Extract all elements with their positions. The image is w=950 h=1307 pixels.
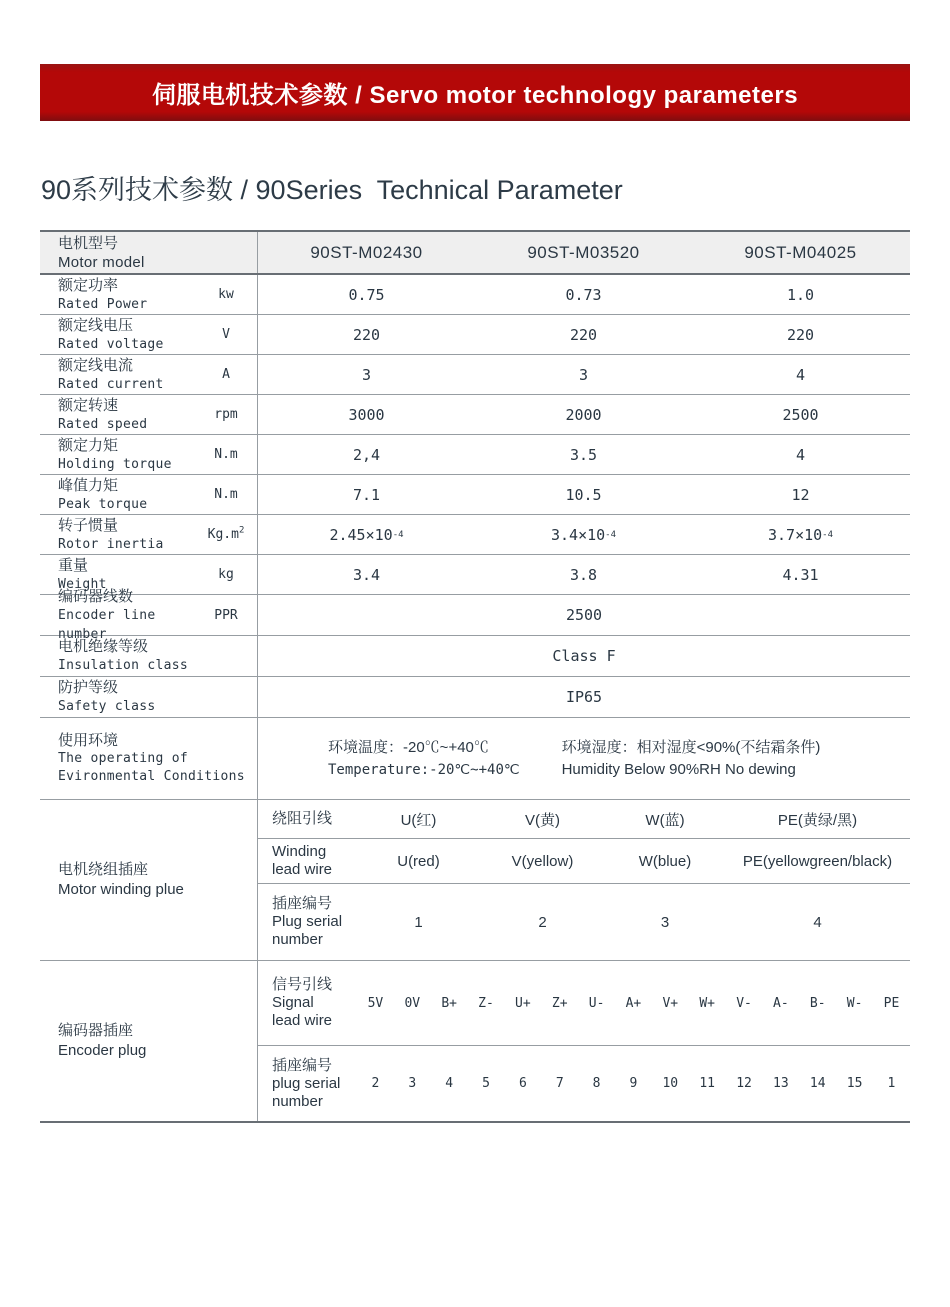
- row-unit: [195, 407, 257, 422]
- sub-row-label-line: 信号引线: [272, 976, 333, 993]
- unit-text: kw: [218, 287, 234, 302]
- model-name: 90ST-M02430: [310, 242, 423, 262]
- cell-value: [475, 315, 692, 354]
- value-text: 2500: [782, 405, 819, 424]
- signal-value: U-: [588, 995, 605, 1011]
- pin-number: 13: [773, 1076, 789, 1091]
- value-text: 10.5: [565, 485, 602, 504]
- value-text: 12: [791, 485, 810, 504]
- signal-value: 5V: [367, 995, 384, 1011]
- sub-row-label-line: lead wire: [272, 861, 333, 878]
- environment-values: [258, 718, 910, 799]
- row-label-en: Peak torque: [58, 496, 148, 512]
- section-label-cell: [40, 961, 258, 1121]
- row-label-cn: 重量: [58, 556, 89, 574]
- cell-value: [692, 555, 909, 594]
- row-unit: [195, 287, 257, 302]
- row-label-en: Encoder line number: [58, 607, 156, 642]
- value-text: 3: [361, 365, 372, 384]
- row-label-cn: 额定转速: [58, 396, 119, 414]
- plug-number: 3: [660, 913, 670, 931]
- cell-value: [475, 395, 692, 434]
- row-label-cn: 编码器线数: [58, 587, 134, 605]
- pin-number: 14: [809, 1076, 826, 1091]
- row-label-cell: [40, 435, 258, 474]
- cell-value: [258, 395, 475, 434]
- sub-row-label-line: number: [272, 1092, 323, 1110]
- sub-row-label-line: number: [272, 931, 323, 948]
- humidity-cn: 环境湿度：相对湿度<90%(不结霜条件): [561, 738, 821, 756]
- pin-number: 15: [846, 1076, 863, 1091]
- unit-text: kg: [218, 567, 234, 582]
- cell-value: [258, 355, 475, 394]
- cell-value: 2.45×10 -4: [329, 525, 404, 544]
- table-row-environment: [40, 718, 910, 800]
- row-label-cn: 转子惯量: [58, 516, 119, 534]
- unit-text: N.m: [214, 487, 238, 502]
- pin-number: 4: [445, 1076, 454, 1091]
- row-label-cn: 防护等级: [58, 679, 119, 696]
- pin-number: 5: [482, 1076, 490, 1091]
- row-unit: [195, 567, 257, 582]
- page-title: 90系列技术参数 / 90Series Technical Parameter: [41, 175, 623, 205]
- signal-value: Z+: [551, 995, 568, 1011]
- cell-value: [258, 275, 475, 314]
- pin-numbers: [357, 1076, 910, 1091]
- pin-number: 11: [699, 1076, 715, 1091]
- cell-value: [692, 395, 909, 434]
- value-text: 220: [569, 325, 598, 344]
- row-label-cell: [40, 515, 258, 554]
- sub-row-label-line: 插座编号: [272, 1056, 333, 1074]
- value-text: 2000: [565, 405, 602, 424]
- cell-value-span: 2500: [565, 606, 603, 624]
- pin-number: 9: [629, 1076, 638, 1091]
- humidity-block: [562, 737, 821, 781]
- table-row-safety-class: [40, 677, 910, 718]
- wire-value: V(黄): [525, 811, 560, 829]
- header-label-en: Motor model: [58, 253, 145, 271]
- wire-value: U(红): [400, 811, 437, 829]
- signal-value: B+: [441, 995, 457, 1011]
- signal-value: V-: [736, 995, 752, 1011]
- signal-value: Z-: [478, 995, 494, 1011]
- signal-values: [357, 996, 910, 1011]
- row-label-cell: [40, 677, 258, 717]
- unit-text: Kg.m: [207, 527, 239, 542]
- signal-value: A+: [625, 995, 642, 1011]
- model-name: 90ST-M04025: [744, 242, 857, 262]
- value-text: 7.1: [352, 485, 381, 504]
- value-text: 3: [578, 365, 589, 384]
- sub-row-label: [258, 843, 357, 879]
- row-label-cn: 峰值力矩: [58, 476, 119, 494]
- section-banner: [40, 64, 910, 121]
- row-label-en: Rated speed: [58, 416, 148, 432]
- cell-value: [258, 435, 475, 474]
- sub-row-label-line: Winding: [272, 843, 327, 860]
- unit-text: N.m: [214, 447, 238, 462]
- value-text: 3.5: [569, 445, 598, 464]
- row-label-en: Rated Power: [58, 296, 148, 312]
- value-text: 220: [352, 325, 381, 344]
- plug-number: 1: [414, 913, 423, 931]
- wire-value: PE(黄绿/黑): [777, 811, 858, 829]
- unit-text: rpm: [214, 407, 238, 422]
- value-text: 1.0: [786, 285, 815, 304]
- row-label-cell: [40, 355, 258, 394]
- table-row-rated-speed: [40, 395, 910, 435]
- table-row-rated-voltage: [40, 315, 910, 355]
- value-text: 0.75: [348, 285, 385, 304]
- signal-value: PE: [883, 995, 900, 1011]
- row-label-en: Rated voltage: [58, 336, 164, 352]
- cell-value: [258, 315, 475, 354]
- cell-value: [475, 555, 692, 594]
- row-label-cn: 额定力矩: [58, 436, 119, 454]
- pin-number: 2: [371, 1076, 380, 1091]
- sub-row-label: [258, 895, 357, 949]
- cell-value: [258, 555, 475, 594]
- cell-value: [692, 435, 909, 474]
- sub-row-label-line: 插座编号: [272, 895, 333, 912]
- cell-value: [475, 275, 692, 314]
- wire-value: W(blue): [638, 852, 692, 870]
- row-unit: [195, 487, 257, 502]
- sub-row-label-line: lead wire: [272, 1012, 333, 1029]
- cell-value: 3.7×10 -4: [767, 525, 834, 544]
- row-label-cn: 电机绝缘等级: [58, 638, 149, 655]
- pin-number: 8: [592, 1076, 601, 1091]
- row-unit: [195, 327, 257, 342]
- signal-value: 0V: [404, 995, 421, 1011]
- row-label-cell: [40, 395, 258, 434]
- model-name: 90ST-M03520: [527, 242, 640, 262]
- unit-text: A: [222, 367, 230, 382]
- cell-value: 3.4×10 -4: [550, 525, 617, 544]
- signal-value: A-: [773, 995, 789, 1011]
- sub-row-label-line: plug serial: [272, 1074, 341, 1092]
- row-label-cell: [40, 315, 258, 354]
- value-text: 220: [786, 325, 815, 344]
- winding-lead-wire-en-row: [258, 839, 910, 884]
- sub-row-label: [258, 976, 357, 1030]
- cell-value: [692, 355, 909, 394]
- row-label-cn: 额定功率: [58, 276, 119, 294]
- row-label-cell: [40, 636, 258, 676]
- signal-value: B-: [809, 995, 826, 1011]
- table-row-rated-current: [40, 355, 910, 395]
- row-label-cell: [40, 475, 258, 514]
- row-unit: [195, 527, 257, 542]
- value-text: 2.45×10: [329, 525, 393, 544]
- table-row-peak-torque: [40, 475, 910, 515]
- section-motor-winding-plug: [40, 800, 910, 961]
- row-label-en: Insulation class: [58, 658, 189, 673]
- pin-number: 3: [408, 1076, 417, 1091]
- sub-row-label-line: Plug serial: [272, 913, 343, 930]
- row-label-en: Evironmental Conditions: [58, 768, 245, 784]
- temperature-en: Temperature:-20℃~+40℃: [328, 761, 520, 778]
- section-encoder-plug: [40, 961, 910, 1121]
- row-label-en: Safety class: [58, 699, 156, 714]
- table-row-encoder-line-number: [40, 587, 910, 642]
- sub-row-label: 绕阻引线: [272, 810, 333, 827]
- section-label-en: Motor winding plue: [58, 881, 184, 898]
- pin-number: 10: [662, 1076, 679, 1091]
- row-label-en: Holding torque: [58, 456, 172, 472]
- humidity-en: Humidity Below 90%RH No dewing: [561, 760, 796, 778]
- value-text: 4: [795, 365, 806, 384]
- cell-value: [692, 275, 909, 314]
- row-label-cn: 额定线电流: [58, 356, 134, 374]
- temperature-block: [328, 737, 520, 781]
- row-label-cell: [40, 275, 258, 314]
- row-label-en: The operating of: [58, 750, 189, 766]
- signal-value: V+: [662, 995, 679, 1011]
- value-text: 3000: [348, 405, 385, 424]
- pin-number: 1: [887, 1076, 896, 1091]
- table-row-rotor-inertia: [40, 515, 910, 555]
- cell-value: [258, 475, 475, 514]
- row-unit: [195, 367, 257, 382]
- cell-value: [475, 355, 692, 394]
- row-label-en: Rotor inertia: [58, 536, 164, 552]
- row-label-en: Weight: [58, 576, 107, 592]
- pin-number: 7: [555, 1076, 564, 1091]
- row-label-en: Rated current: [58, 376, 164, 392]
- sub-row-label: [258, 1057, 357, 1111]
- pin-number: 6: [518, 1076, 527, 1091]
- section-label-cn: 电机绕组插座: [58, 861, 149, 878]
- wire-value: V(yellow): [511, 852, 574, 870]
- value-text: 0.73: [565, 285, 602, 304]
- cell-value: [692, 315, 909, 354]
- table-header-row: [40, 232, 910, 275]
- value-text: 2,4: [352, 445, 381, 464]
- value-text: 4: [795, 445, 806, 464]
- cell-value-span: Class F: [552, 647, 616, 665]
- value-text: 4.31: [782, 565, 819, 584]
- signal-value: U+: [515, 995, 531, 1011]
- unit-text: V: [222, 327, 230, 342]
- signal-value: W-: [846, 995, 863, 1011]
- row-label-cn: 使用环境: [58, 731, 119, 749]
- sub-row-label-line: Signal: [272, 994, 314, 1011]
- section-label-cell: [40, 800, 258, 960]
- wire-value: U(red): [397, 852, 440, 870]
- unit-exp: 2: [238, 525, 245, 536]
- spec-table: [40, 230, 910, 1123]
- cell-value: [692, 475, 909, 514]
- header-label-cn: 电机型号: [58, 234, 119, 252]
- table-row-holding-torque: [40, 435, 910, 475]
- plug-number: 4: [813, 913, 822, 931]
- signal-value: W+: [699, 995, 715, 1011]
- banner-title: 伺服电机技术参数 / Servo motor technology parameters: [151, 82, 799, 109]
- section-label-en: Encoder plug: [58, 1042, 147, 1059]
- table-row-insulation-class: [40, 636, 910, 677]
- row-label-cell: [40, 587, 258, 642]
- value-text: 3.4: [352, 565, 381, 584]
- table-row-rated-power: [40, 275, 910, 315]
- value-text: 3.4×10: [550, 525, 606, 544]
- wire-value: PE(yellowgreen/black): [742, 852, 893, 870]
- row-label-cell: [40, 718, 258, 799]
- row-unit: [195, 447, 257, 462]
- value-text: 3.8: [569, 565, 598, 584]
- plug-number: 2: [538, 913, 547, 931]
- winding-lead-wire-cn-row: [258, 800, 910, 839]
- section-label-cn: 编码器插座: [58, 1022, 134, 1039]
- temperature-cn: 环境温度：-20℃~+40℃: [328, 738, 489, 756]
- pin-number: 12: [736, 1076, 752, 1091]
- header-label-cell: [40, 232, 258, 273]
- cell-value: [475, 435, 692, 474]
- winding-plug-serial-row: [258, 884, 910, 960]
- cell-value-span: IP65: [565, 688, 603, 706]
- encoder-signal-row: [258, 961, 910, 1046]
- row-label-cn: 额定线电压: [58, 316, 134, 334]
- cell-value: [475, 475, 692, 514]
- value-text: 3.7×10: [767, 525, 823, 544]
- encoder-plug-serial-row: [258, 1046, 910, 1121]
- row-unit: PPR: [214, 607, 238, 623]
- wire-value: W(蓝): [645, 811, 685, 829]
